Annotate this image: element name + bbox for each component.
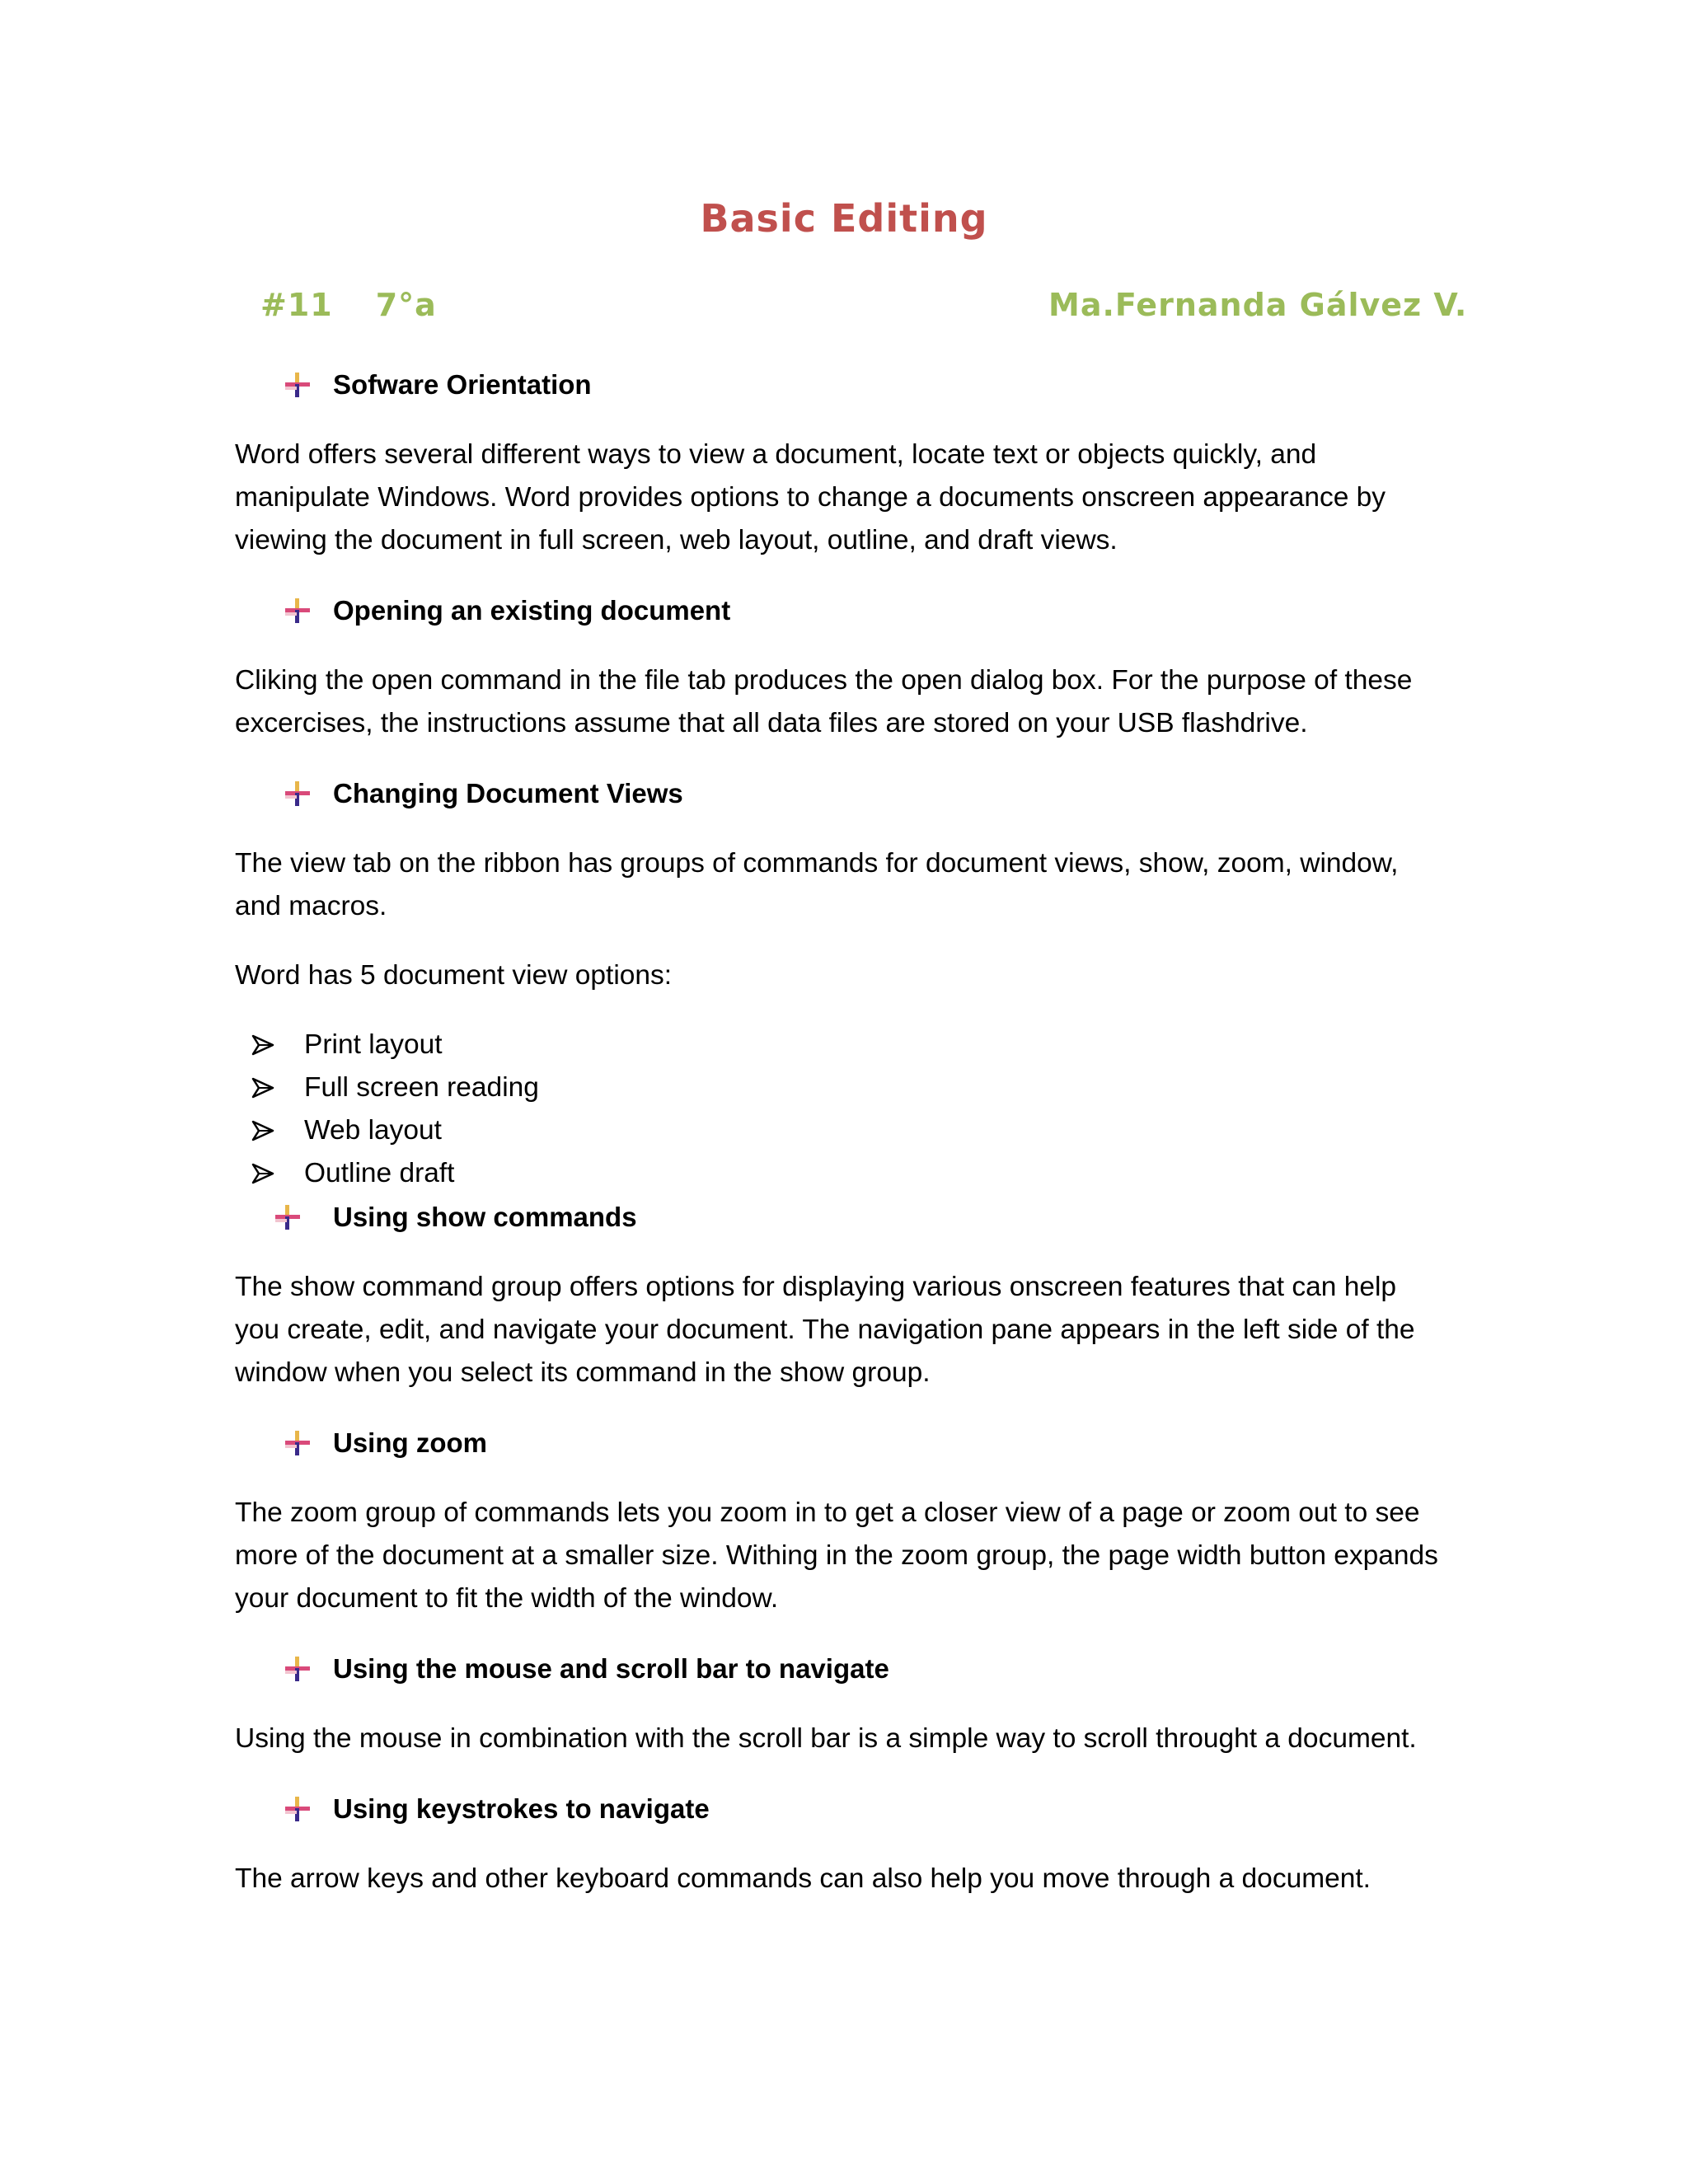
section-heading-text: Using keystrokes to navigate <box>333 1793 710 1824</box>
list-item-text: Full screen reading <box>304 1072 539 1103</box>
plus-bullet-icon <box>284 597 312 625</box>
section-heading <box>274 1197 637 1238</box>
section-paragraph: Word offers several different ways to view a document, locate text or objects quickly, and manipulate Windows. Word provides options to change a documents onscreen appearance by viewing the document in full screen, web layout, outline, and draft views. <box>235 439 1386 555</box>
student-group: 7°a <box>375 287 437 323</box>
arrow-bullet-icon <box>251 1076 274 1099</box>
arrow-bullet-icon <box>251 1033 274 1057</box>
list-item <box>251 1066 539 1109</box>
student-number: #11 <box>260 287 333 323</box>
list-item-text: Outline draft <box>304 1158 455 1188</box>
plus-bullet-icon <box>284 371 312 399</box>
list-item <box>251 1109 539 1152</box>
section-heading <box>284 364 592 405</box>
plus-bullet-icon <box>284 780 312 808</box>
plus-bullet-icon <box>274 1203 302 1231</box>
document-title: Basic Editing <box>700 196 988 241</box>
section-heading <box>284 1422 487 1464</box>
list-item <box>251 1152 539 1195</box>
arrow-bullet-icon <box>251 1119 274 1142</box>
section-heading-text: Changing Document Views <box>333 778 683 808</box>
plus-bullet-icon <box>284 1429 312 1457</box>
section-paragraph: The view tab on the ribbon has groups of commands for document views, show, zoom, window, and macros. <box>235 848 1399 921</box>
section-paragraph: The zoom group of commands lets you zoom in to get a closer view of a page or zoom out to see more of the document at a smaller size. Withing in the zoom group, the page width button expands your document to fit the width of the window. <box>235 1497 1438 1614</box>
section-heading-text: Using show commands <box>333 1202 637 1232</box>
plus-bullet-icon <box>284 1795 312 1823</box>
section-heading-text: Using zoom <box>333 1427 487 1458</box>
section-paragraph: Cliking the open command in the file tab produces the open dialog box. For the purpose of these excercises, the instructions assume that all data files are stored on your USB flashdrive. <box>235 665 1413 738</box>
section-heading <box>284 1788 710 1830</box>
section-heading-text: Using the mouse and scroll bar to navigate <box>333 1653 889 1684</box>
section-paragraph: Using the mouse in combination with the scroll bar is a simple way to scroll throught a document. <box>235 1723 1417 1754</box>
view-options-list <box>251 1024 539 1195</box>
section-heading <box>284 1648 889 1690</box>
section-heading <box>284 590 730 631</box>
plus-bullet-icon <box>284 1655 312 1683</box>
list-item-text: Web layout <box>304 1115 442 1146</box>
section-paragraph: The arrow keys and other keyboard commands can also help you move through a document. <box>235 1863 1371 1894</box>
list-item <box>251 1024 539 1066</box>
section-heading <box>284 773 683 814</box>
list-item-text: Print layout <box>304 1029 443 1060</box>
section-heading-text: Opening an existing document <box>333 595 731 626</box>
student-info <box>260 287 437 323</box>
section-heading-text: Sofware Orientation <box>333 369 592 400</box>
section-paragraph: The show command group offers options for displaying various onscreen features that can help you create, edit, and navigate your document. The navigation pane appears in the left side of the window when you select its command in the show group. <box>235 1272 1415 1388</box>
arrow-bullet-icon <box>251 1162 274 1185</box>
author-name: Ma.Fernanda Gálvez V. <box>1048 287 1468 323</box>
section-paragraph: Word has 5 document view options: <box>235 960 673 991</box>
